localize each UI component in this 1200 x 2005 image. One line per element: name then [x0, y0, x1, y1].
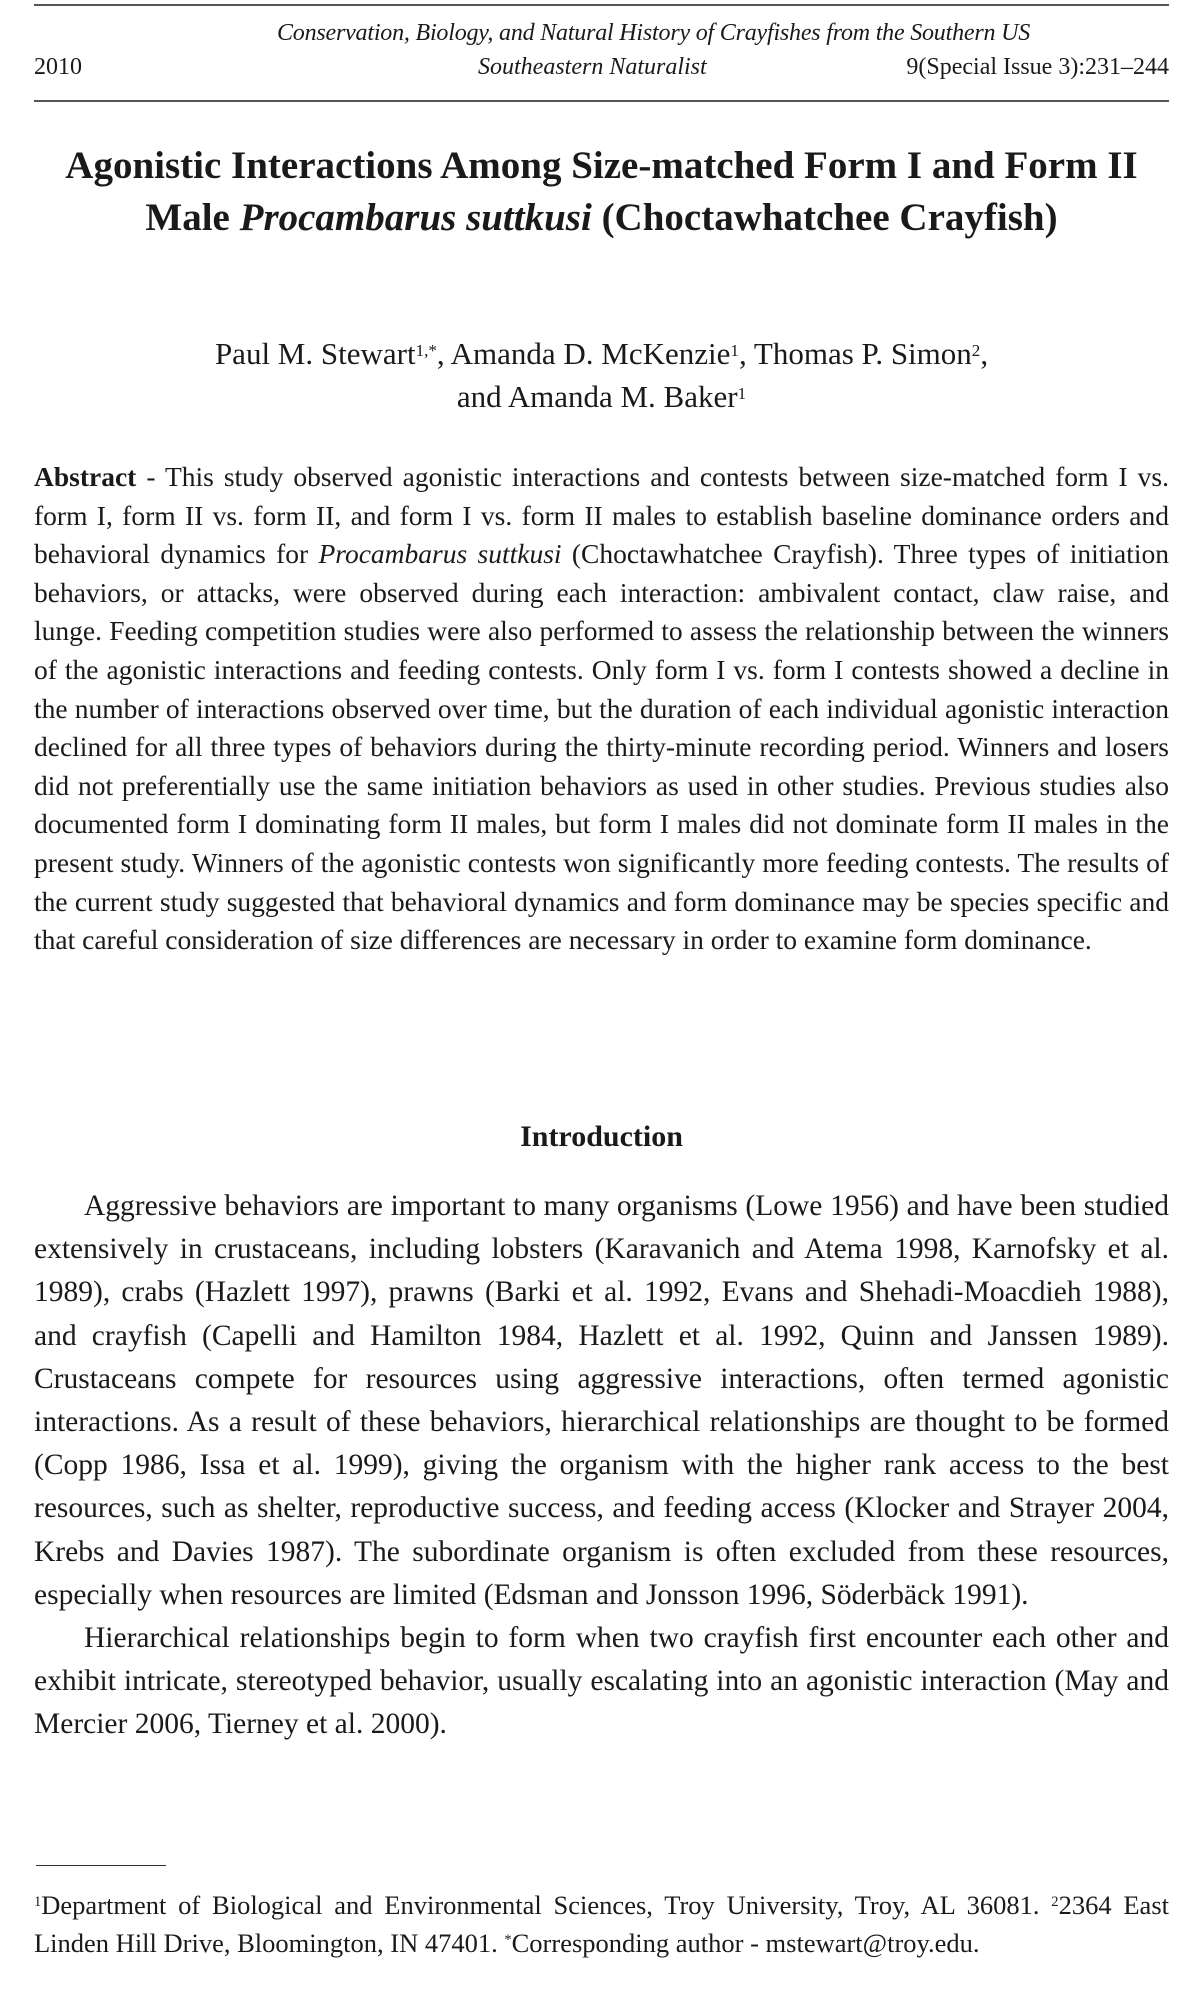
author-name: Thomas P. Simon — [753, 336, 972, 371]
author — [457, 379, 746, 414]
author — [754, 336, 988, 371]
footnote-affiliations — [34, 1886, 1169, 1962]
abstract-label: Abstract — [34, 461, 137, 492]
paragraph: Hierarchical relationships begin to form when two crayfish first encounter each other and exhibit intricate, stereotyped behavior, usually escalating into an agonistic interaction (May and Mercier 2006, Tierney et al. 2000). — [34, 1622, 1169, 1741]
header-journal: Southeastern Naturalist — [478, 54, 707, 80]
title-part1: Agonistic Interactions Among Size-matched Form I and Form II Male — [65, 144, 1138, 239]
author-affil: 2 — [971, 340, 981, 360]
author-sep: , — [738, 336, 754, 371]
header-year: 2010 — [34, 54, 82, 80]
affiliation-2: 2364 East Linden Hill Drive, Bloomington, IN 47401. — [34, 1890, 1169, 1958]
series-title-text: Conservation, Biology, and Natural History of Crayfishes from the Southern US — [276, 20, 1031, 46]
series-title — [34, 20, 1169, 47]
author-name: Paul M. Stewart — [214, 336, 416, 371]
abstract-species: Procambarus suttkusi — [318, 538, 562, 570]
header-top-rule — [34, 4, 1169, 6]
affiliation-1: Department of Biological and Environmental Sciences, Troy University, Troy, AL 36081. — [41, 1890, 1052, 1920]
corresponding-author: Corresponding author - mstewart@troy.edu. — [511, 1928, 980, 1958]
title-species: Procambarus suttkusi — [239, 196, 592, 239]
footnote-marker: 1 — [34, 1894, 42, 1911]
header-volume-pages: 9(Special Issue 3):231–244 — [906, 54, 1169, 80]
abstract-text: - This study observed agonistic interactions and contests between size-matched form I vs. form I, form II vs. form II, and form I vs. form II males to establish baseline dominance orders and behavioral dynamics for — [34, 461, 1169, 570]
author-name: Amanda D. McKenzie — [450, 336, 731, 371]
title-part2: (Choctawhatchee Crayfish) — [591, 196, 1058, 239]
footnote-marker: 2 — [1051, 1894, 1059, 1911]
author — [215, 336, 451, 371]
abstract-text-cont: (Choctawhatchee Crayfish). Three types of initiation behaviors, or attacks, were observed during each interaction: ambivalent contact, claw raise, and lunge. Feeding competition studies were also performed to assess the relationship between the winners of the agonistic interactions and feeding contests. Only form I vs. form I contests showed a decline in the number of interactions observed over time, but the duration of each individual agonistic interaction declined for all three types of behaviors during the thirty-minute recording period. Winners and losers did not preferentially use the same initiation behaviors as used in other studies. Previous studies also documented form I dominating form II males, but form I males did not dominate form II males in the present study. Winners of the agonistic contests won significantly more feeding contests. The results of the current study suggested that behavioral dynamics and form dominance may be species specific and that careful consideration of size differences are necessary in order to examine form dominance. — [34, 538, 1170, 956]
author — [451, 336, 754, 371]
introduction-body — [34, 1185, 1169, 1747]
author-list — [34, 332, 1169, 418]
header-bottom-rule — [34, 100, 1169, 102]
author-affil: 1 — [730, 340, 739, 360]
article-title — [34, 140, 1169, 244]
section-heading-introduction: Introduction — [520, 1120, 683, 1153]
author-affil: 1 — [737, 383, 747, 403]
author-sep: , — [980, 336, 989, 371]
author-affil: 1,* — [415, 340, 437, 360]
paragraph: Aggressive behaviors are important to many organisms (Lowe 1956) and have been studied extensively in crustaceans, including lobsters (Karavanich and Atema 1998, Karnofsky et al. 1989), crabs (Hazlett 1997), prawns (Barki et al. 1992, Evans and Shehadi-Moacdieh 1988), and crayfish (Capelli and Hamilton 1984, Hazlett et al. 1992, Quinn and Janssen 1989). Crustaceans compete for resources using aggressive interactions, often termed agonistic interactions. As a result of these behaviors, hierarchical relationships are thought to be formed (Copp 1986, Issa et al. 1999), giving the organism with the higher rank access to the best resources, such as shelter, reproductive success, and feeding access (Klocker and Strayer 2004, Krebs and Davies 1987). The subordinate organism is often excluded from these resources, especially when resources are limited (Edsman and Jonsson 1996, Söderbäck 1991). — [34, 1190, 1169, 1611]
author-name: and Amanda M. Baker — [456, 379, 738, 414]
footnote-rule — [36, 1865, 166, 1866]
author-sep: , — [436, 336, 451, 371]
footnote-marker: * — [504, 1932, 512, 1949]
abstract — [34, 458, 1169, 960]
